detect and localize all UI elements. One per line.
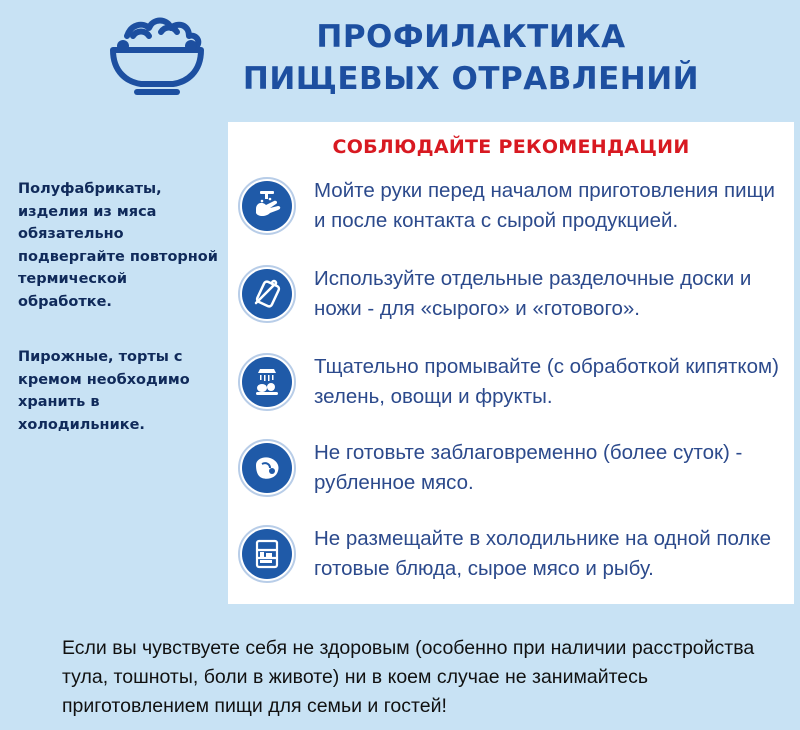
recommendation-item-hands: [238, 174, 788, 238]
refrigerator-icon: [250, 537, 284, 571]
footer-warning: Если вы чувствуете себя не здоровым (особенно при наличии расстройства тула, тошноты, боли в животе) ни в коем случае не занимайтесь приготовлением пищи для семьи и гостей!: [62, 637, 755, 717]
side-notes: [18, 178, 223, 436]
cutting-board-knife-icon: [250, 277, 284, 311]
washing-produce-icon: [250, 365, 284, 399]
side-note-semi-finished: Полуфабрикаты, изделия из мяса обязательно подвергайте повторной термической обработке.: [18, 181, 218, 310]
recommendation-text-produce: Тщательно промывайте (с обработкой кипятком) зелень, овощи и фрукты.: [314, 355, 779, 408]
recommendation-text-hands: Мойте руки перед началом приготовления пищи и после контакта с сырой продукцией.: [314, 179, 775, 232]
title-line-1: ПРОФИЛАКТИКА: [316, 19, 626, 55]
recommendation-text-fridge: Не размещайте в холодильнике на одной полке готовые блюда, сырое мясо и рыбу.: [314, 527, 771, 580]
meat-icon: [250, 451, 284, 485]
hand-washing-icon: [250, 189, 284, 223]
recommendation-item-fridge: [238, 522, 788, 586]
recommendation-text-boards: Используйте отдельные разделочные доски и ножи - для «сырого» и «готового».: [314, 267, 752, 320]
recommendation-item-boards: [238, 262, 788, 326]
recommendation-item-meat: [238, 436, 788, 500]
recommendations-heading: СОБЛЮДАЙТЕ РЕКОМЕНДАЦИИ: [332, 136, 690, 158]
page-title: [236, 16, 706, 100]
salad-bowl-icon: [103, 10, 211, 102]
title-line-2: ПИЩЕВЫХ ОТРАВЛЕНИЙ: [242, 61, 700, 97]
recommendation-text-meat: Не готовьте заблаговременно (более суток) - рубленное мясо.: [314, 441, 743, 494]
recommendation-item-produce: [238, 350, 788, 414]
side-note-cakes: Пирожные, торты с кремом необходимо хранить в холодильнике.: [18, 349, 190, 433]
recommendations-panel: [228, 122, 794, 604]
